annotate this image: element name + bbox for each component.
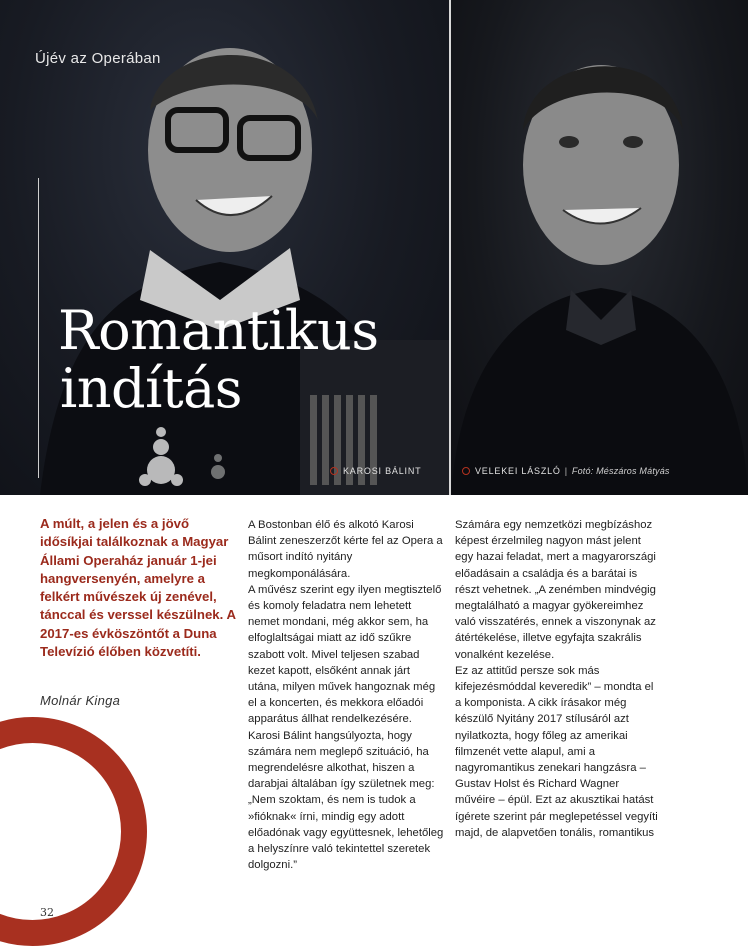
portrait-illustration-left (0, 0, 449, 495)
article-title (58, 299, 379, 420)
caption-right-name: VELEKEI LÁSZLÓ (475, 466, 561, 476)
body-column-2 (455, 517, 659, 841)
section-kicker: Újév az Operában (35, 50, 161, 67)
body-paragraph: A művész szerint egy ilyen megtisztelő és komoly feladatra nem lehetett nemet mondani, még akkor sem, ha elfoglaltságai miatt az idő szűkre szabott volt. Mivel teljesen szabad kezet kapott, elsőként annak járt utána, milyen művek hangoznak még el a koncerten, és mekkora előadói apparátus állhat rendelkezésére. Karosi Bálint hangsúlyozta, hogy számára nem meglepő szituáció, ha megrendelésre alkothat, hiszen a darabjai általában így születnek meg: „Nem szoktam, és nem is tudok a »fióknak« írni, mindig egy adott előadónak vagy együttesnek, lehetőleg a helyszínre való tekintettel szeretek dolgozni.” (248, 583, 444, 872)
body-paragraph: Számára egy nemzetközi megbízáshoz képest érzelmileg nagyon mást jelent egy hazai feladat, mert a magyarországi előadásain a családja és a barátai is részt vehetnek. „A zenémben mindvégig megtalálható a magyar gyökereimhez való visszatérés, ennek a viszonynak az átértékelése, illetve egyfajta szakrális vonalként kezelése. (455, 519, 656, 661)
photo-karosi-balint (0, 0, 449, 495)
title-vertical-rule (38, 178, 39, 478)
portrait-illustration-right (451, 0, 748, 495)
author-byline: Molnár Kinga (40, 693, 121, 708)
caption-left (330, 464, 421, 478)
lead-paragraph: A múlt, a jelen és a jövő idősíkjai találkoznak a Magyar Állami Operaház január 1-jei hangversenyén, amelyre a felkért művészek új zenével, tánccal és verssel készülnek. A 2017-es évköszöntőt a Duna Televízió élőben közvetíti. (40, 516, 236, 660)
caption-ring-icon (330, 467, 338, 475)
photo-divider (449, 0, 451, 495)
body-paragraph: Ez az attitűd persze sok más kifejezésmóddal keveredik” – mondta el a komponista. A cikk írásakor még készülő Nyitány 2017 stílusáról azt nyilatkozta, hogy főleg az amerikai filmzenét vette alapul, ami a nagyromantikus zenekari hangzásra – Gustav Holst és Richard Wagner művéire – épül. Ezt az akusztikai hatást ígérete szerint pár meglepetéssel vegyíti majd, de alapvetően tonális, romantikus (455, 664, 658, 839)
caption-right (462, 464, 670, 478)
caption-left-name: KAROSI BÁLINT (343, 466, 422, 476)
title-line-2: indítás (60, 357, 242, 420)
body-column-1 (248, 517, 444, 873)
photo-credit: Fotó: Mészáros Mátyás (571, 466, 670, 476)
page-number: 32 (40, 906, 54, 919)
body-paragraph: A Bostonban élő és alkotó Karosi Bálint zeneszerzőt kérte fel az Opera a műsort indító nyitány megkomponálására. (248, 519, 443, 580)
photo-velekei-laszlo (451, 0, 748, 495)
title-line-1: Romantikus (58, 299, 379, 362)
caption-ring-icon (462, 467, 470, 475)
caption-separator: | (564, 466, 568, 476)
decorative-ring-icon (0, 717, 147, 946)
